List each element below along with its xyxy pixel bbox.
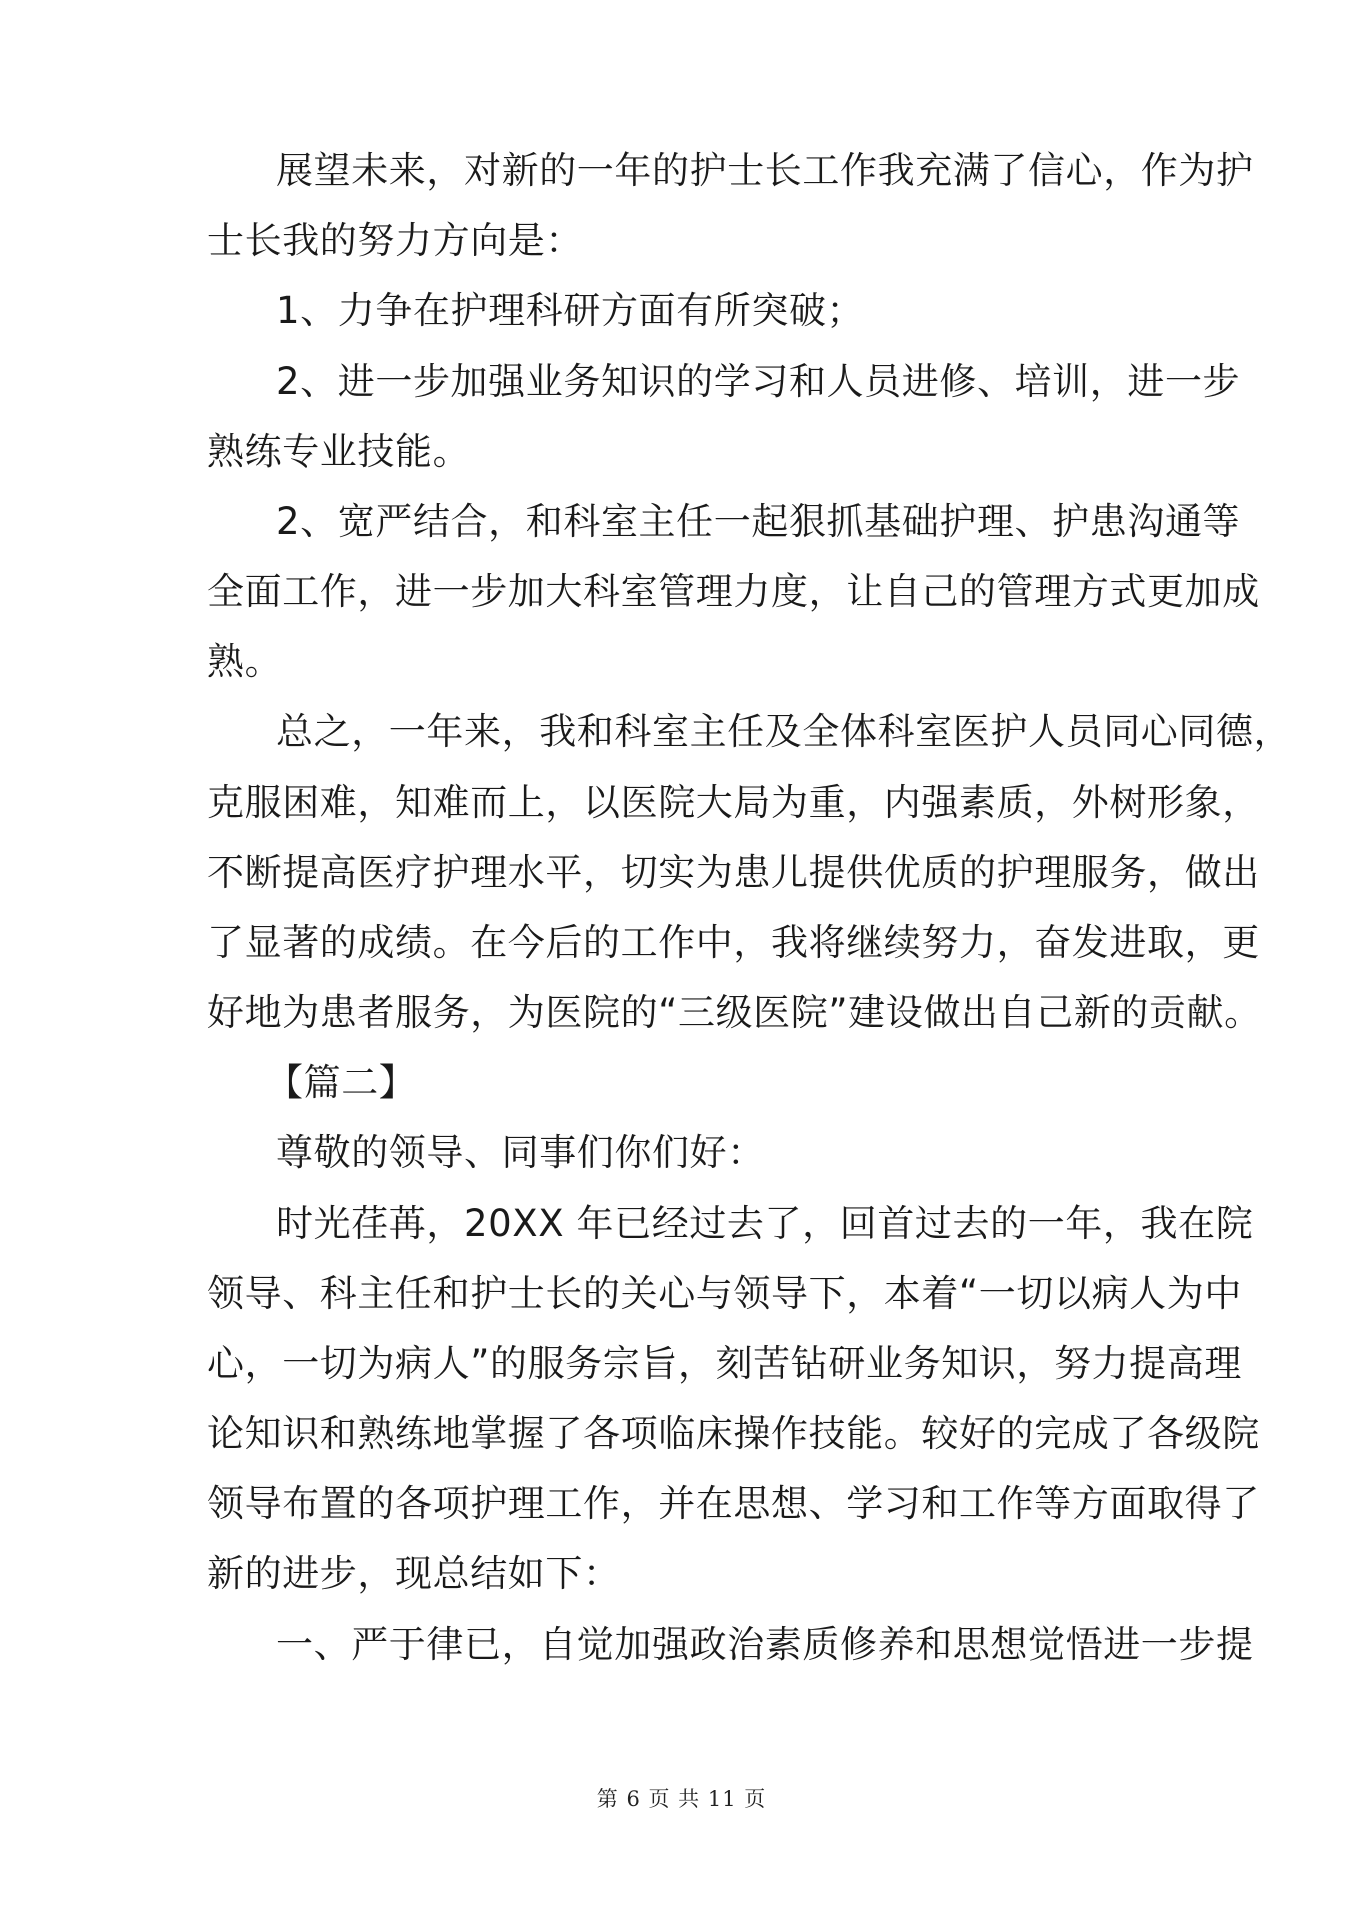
text-line: 1、力争在护理科研方面有所突破； [276, 289, 865, 332]
text-line: 全面工作，进一步加大科室管理力度，让自己的管理方式更加成 [207, 570, 1260, 613]
text-line: 克服困难，知难而上，以医院大局为重，内强素质，外树形象， [207, 781, 1260, 824]
text-line: 2、进一步加强业务知识的学习和人员进修、培训，进一步 [276, 360, 1241, 403]
text-line: 士长我的努力方向是： [207, 219, 583, 262]
text-line: 不断提高医疗护理水平，切实为患儿提供优质的护理服务，做出 [207, 851, 1260, 894]
text-line: 心，一切为病人”的服务宗旨，刻苦钻研业务知识，努力提高理 [207, 1342, 1242, 1385]
text-line: 总之，一年来，我和科室主任及全体科室医护人员同心同德， [276, 710, 1292, 753]
text-line: 时光荏苒，20XX 年已经过去了，回首过去的一年，我在院 [276, 1202, 1254, 1245]
text-line: 一、严于律已，自觉加强政治素质修养和思想觉悟进一步提 [276, 1623, 1254, 1666]
page-footer: 第 6 页 共 11 页 [596, 1787, 767, 1811]
text-line: 尊敬的领导、同事们你们好： [276, 1131, 765, 1174]
text-line: 熟练专业技能。 [207, 430, 471, 473]
text-line: 论知识和熟练地掌握了各项临床操作技能。较好的完成了各级院 [207, 1412, 1260, 1455]
text-line: 2、宽严结合，和科室主任一起狠抓基础护理、护患沟通等 [276, 500, 1241, 543]
text-line: 领导布置的各项护理工作，并在思想、学习和工作等方面取得了 [207, 1482, 1260, 1525]
text-line: 展望未来，对新的一年的护士长工作我充满了信心，作为护 [276, 149, 1254, 192]
text-line: 新的进步，现总结如下： [207, 1552, 621, 1595]
text-line: 熟。 [207, 640, 283, 683]
text-line: 了显著的成绩。在今后的工作中，我将继续努力，奋发进取，更 [207, 921, 1260, 964]
section-heading: 【篇二】 [266, 1061, 417, 1104]
text-line: 领导、科主任和护士长的关心与领导下，本着“一切以病人为中 [207, 1272, 1242, 1315]
text-line: 好地为患者服务，为医院的“三级医院”建设做出自己新的贡献。 [207, 991, 1262, 1034]
